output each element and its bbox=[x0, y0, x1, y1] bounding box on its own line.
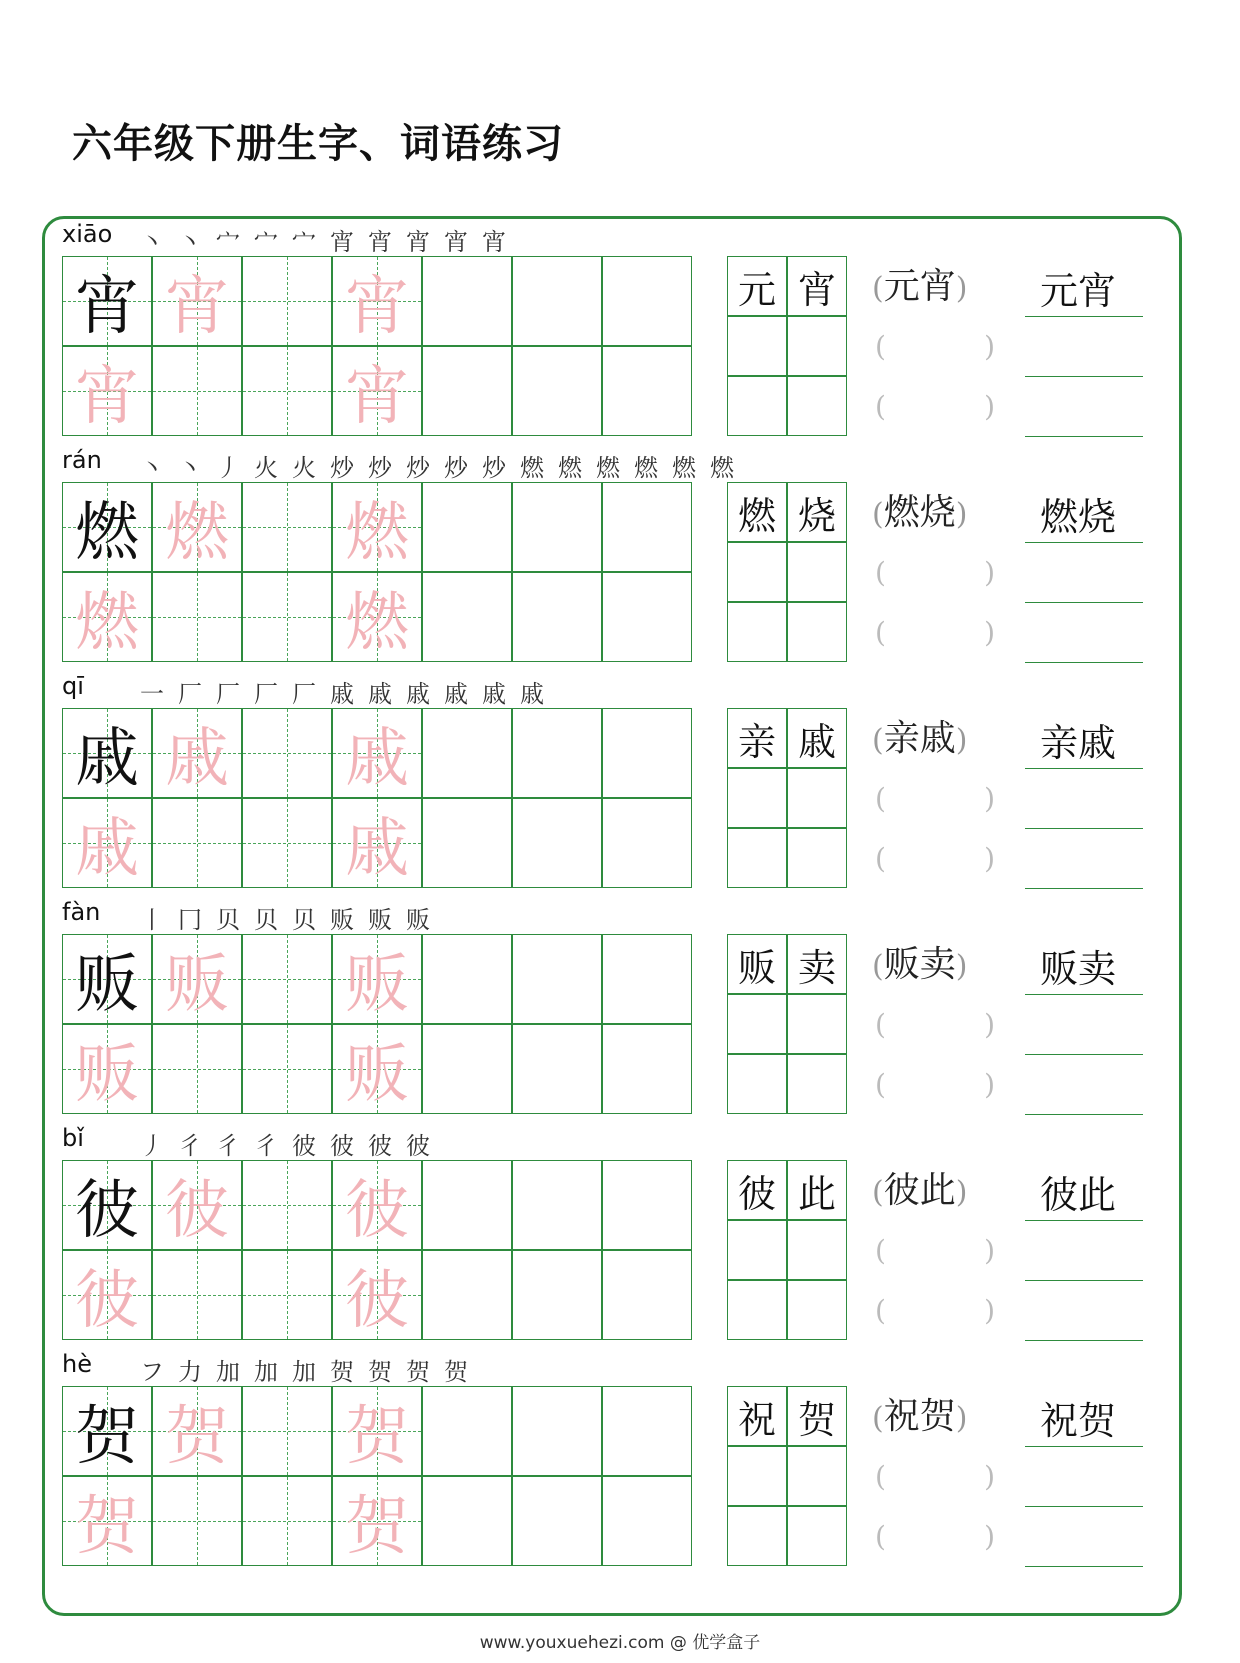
word-cell[interactable] bbox=[787, 1054, 847, 1114]
word-cell[interactable] bbox=[787, 828, 847, 888]
stroke-step: 彼 bbox=[330, 1132, 354, 1160]
writing-cell[interactable] bbox=[422, 346, 512, 436]
trace-char: 宵 bbox=[345, 360, 409, 434]
writing-cell[interactable] bbox=[62, 346, 152, 436]
word-cell[interactable] bbox=[727, 542, 787, 602]
word-cell[interactable] bbox=[787, 1506, 847, 1566]
writing-cell[interactable] bbox=[422, 1386, 512, 1476]
word-cell[interactable] bbox=[787, 602, 847, 662]
word-cell[interactable]: 元 bbox=[727, 256, 787, 316]
stroke-step: 彳 bbox=[254, 1132, 278, 1160]
stroke-step: 丨 bbox=[140, 906, 164, 934]
trace-char: 贩 bbox=[345, 948, 409, 1022]
model-char: 戚 bbox=[75, 722, 139, 796]
writing-cell[interactable] bbox=[152, 1160, 242, 1250]
trace-char: 彼 bbox=[345, 1264, 409, 1338]
empty-parens[interactable]: ( ) bbox=[875, 1234, 995, 1267]
writing-cell[interactable] bbox=[62, 1024, 152, 1114]
word-cell[interactable] bbox=[787, 376, 847, 436]
write-line[interactable] bbox=[1025, 542, 1143, 543]
stroke-step: 炒 bbox=[330, 454, 354, 482]
writing-cell[interactable] bbox=[512, 1476, 602, 1566]
writing-cell[interactable] bbox=[242, 1024, 332, 1114]
stroke-step: 宀 bbox=[292, 228, 316, 256]
writing-cell[interactable] bbox=[62, 1476, 152, 1566]
writing-cell[interactable] bbox=[242, 482, 332, 572]
writing-cell[interactable] bbox=[332, 256, 422, 346]
write-line[interactable] bbox=[1025, 768, 1143, 769]
model-char: 燃 bbox=[75, 496, 139, 570]
word-text: 贩卖 bbox=[883, 944, 956, 985]
stroke-step: 厂 bbox=[178, 680, 202, 708]
empty-parens[interactable]: ( ) bbox=[875, 1460, 995, 1493]
writing-cell[interactable] bbox=[242, 256, 332, 346]
word-cell[interactable] bbox=[727, 1506, 787, 1566]
trace-char: 燃 bbox=[165, 496, 229, 570]
writing-cell[interactable] bbox=[512, 798, 602, 888]
stroke-step: 宵 bbox=[330, 228, 354, 256]
word-cell[interactable]: 烧 bbox=[787, 482, 847, 542]
trace-char: 彼 bbox=[345, 1174, 409, 1248]
writing-cell[interactable] bbox=[242, 798, 332, 888]
word-cell[interactable]: 彼 bbox=[727, 1160, 787, 1220]
word-cell[interactable]: 祝 bbox=[727, 1386, 787, 1446]
word-cell[interactable]: 宵 bbox=[787, 256, 847, 316]
writing-cell[interactable] bbox=[332, 708, 422, 798]
writing-cell[interactable] bbox=[332, 572, 422, 662]
stroke-step: 贺 bbox=[444, 1358, 468, 1386]
write-line[interactable] bbox=[1025, 602, 1143, 603]
writing-cell[interactable] bbox=[152, 934, 242, 1024]
char-section-5 bbox=[0, 1124, 1240, 1350]
write-line[interactable] bbox=[1025, 1566, 1143, 1567]
writing-cell[interactable] bbox=[602, 1250, 692, 1340]
empty-parens[interactable]: ( ) bbox=[875, 1008, 995, 1041]
stroke-step: 丶 bbox=[140, 228, 164, 256]
word-cell[interactable]: 贩 bbox=[727, 934, 787, 994]
stroke-step: 宵 bbox=[406, 228, 430, 256]
stroke-step: 冂 bbox=[178, 906, 202, 934]
stroke-step: 加 bbox=[216, 1358, 240, 1386]
pinyin-label: bǐ bbox=[62, 1124, 84, 1152]
trace-char: 贺 bbox=[345, 1400, 409, 1474]
char-section-1 bbox=[0, 220, 1240, 446]
stroke-step: 力 bbox=[178, 1358, 202, 1386]
writing-cell[interactable] bbox=[332, 1160, 422, 1250]
stroke-step: 丿 bbox=[140, 1132, 164, 1160]
word-in-parens: (彼此) bbox=[872, 1170, 968, 1211]
write-line[interactable] bbox=[1025, 1280, 1143, 1281]
model-char: 贩 bbox=[75, 948, 139, 1022]
writing-cell[interactable] bbox=[422, 572, 512, 662]
word-cell[interactable] bbox=[787, 1220, 847, 1280]
word-on-line: 彼此 bbox=[1040, 1173, 1117, 1217]
writing-cell[interactable] bbox=[152, 1476, 242, 1566]
word-cell[interactable] bbox=[727, 828, 787, 888]
writing-cell[interactable] bbox=[422, 256, 512, 346]
writing-cell[interactable] bbox=[152, 482, 242, 572]
char-section-6 bbox=[0, 1350, 1240, 1576]
word-cell[interactable] bbox=[787, 316, 847, 376]
writing-cell[interactable] bbox=[422, 1476, 512, 1566]
stroke-step: 贩 bbox=[368, 906, 392, 934]
writing-cell[interactable] bbox=[242, 346, 332, 436]
write-line[interactable] bbox=[1025, 828, 1143, 829]
stroke-step: 贺 bbox=[406, 1358, 430, 1386]
stroke-step: 戚 bbox=[368, 680, 392, 708]
empty-parens[interactable]: ( ) bbox=[875, 390, 995, 423]
model-char: 宵 bbox=[75, 270, 139, 344]
writing-cell[interactable] bbox=[332, 798, 422, 888]
word-text: 彼此 bbox=[883, 1170, 956, 1211]
stroke-step: 贺 bbox=[330, 1358, 354, 1386]
writing-cell[interactable] bbox=[602, 256, 692, 346]
write-line[interactable] bbox=[1025, 316, 1143, 317]
stroke-step: 戚 bbox=[520, 680, 544, 708]
trace-char: 戚 bbox=[165, 722, 229, 796]
stroke-step: 彼 bbox=[368, 1132, 392, 1160]
writing-cell[interactable] bbox=[602, 934, 692, 1024]
writing-cell[interactable] bbox=[512, 934, 602, 1024]
stroke-step: 加 bbox=[254, 1358, 278, 1386]
word-in-parens: (元宵) bbox=[872, 266, 968, 307]
trace-char: 彼 bbox=[165, 1174, 229, 1248]
writing-cell[interactable] bbox=[602, 798, 692, 888]
writing-cell[interactable] bbox=[332, 1250, 422, 1340]
word-on-line: 贩卖 bbox=[1040, 947, 1117, 991]
pinyin-label: qī bbox=[62, 672, 84, 700]
write-line[interactable] bbox=[1025, 436, 1143, 437]
trace-char: 宵 bbox=[165, 270, 229, 344]
writing-cell[interactable] bbox=[422, 1160, 512, 1250]
trace-char: 戚 bbox=[345, 812, 409, 886]
writing-cell[interactable] bbox=[422, 798, 512, 888]
word-cell[interactable] bbox=[727, 768, 787, 828]
word-cell[interactable]: 戚 bbox=[787, 708, 847, 768]
stroke-step: 贝 bbox=[216, 906, 240, 934]
writing-cell[interactable] bbox=[512, 1024, 602, 1114]
stroke-step: 厂 bbox=[254, 680, 278, 708]
writing-cell[interactable] bbox=[332, 934, 422, 1024]
writing-cell[interactable] bbox=[512, 708, 602, 798]
stroke-step: 燃 bbox=[634, 454, 658, 482]
trace-char: 贺 bbox=[165, 1400, 229, 1474]
word-in-parens: (贩卖) bbox=[872, 944, 968, 985]
stroke-step: 炒 bbox=[406, 454, 430, 482]
trace-char: 燃 bbox=[345, 496, 409, 570]
write-line[interactable] bbox=[1025, 888, 1143, 889]
stroke-step: 厂 bbox=[216, 680, 240, 708]
stroke-order bbox=[140, 1352, 474, 1387]
stroke-order bbox=[140, 674, 550, 709]
stroke-step: 宀 bbox=[254, 228, 278, 256]
writing-cell[interactable] bbox=[242, 1476, 332, 1566]
empty-parens[interactable]: ( ) bbox=[875, 1520, 995, 1553]
word-cell[interactable] bbox=[787, 1446, 847, 1506]
model-char: 彼 bbox=[75, 1174, 139, 1248]
pinyin-label: xiāo bbox=[62, 220, 113, 248]
trace-char: 宵 bbox=[345, 270, 409, 344]
stroke-step: 火 bbox=[254, 454, 278, 482]
stroke-step: 燃 bbox=[596, 454, 620, 482]
trace-char: 贺 bbox=[345, 1490, 409, 1564]
stroke-step: 厂 bbox=[292, 680, 316, 708]
trace-char: 贩 bbox=[165, 948, 229, 1022]
stroke-step: 贝 bbox=[292, 906, 316, 934]
word-cell[interactable]: 此 bbox=[787, 1160, 847, 1220]
word-on-line: 燃烧 bbox=[1040, 495, 1117, 539]
writing-cell[interactable] bbox=[242, 1386, 332, 1476]
stroke-step: 燃 bbox=[520, 454, 544, 482]
writing-cell[interactable] bbox=[422, 708, 512, 798]
word-cell[interactable] bbox=[727, 376, 787, 436]
writing-cell[interactable] bbox=[332, 1386, 422, 1476]
word-cell[interactable] bbox=[727, 994, 787, 1054]
word-cell[interactable] bbox=[727, 1220, 787, 1280]
word-cell[interactable]: 燃 bbox=[727, 482, 787, 542]
writing-cell[interactable] bbox=[152, 1024, 242, 1114]
char-section-4 bbox=[0, 898, 1240, 1124]
pinyin-label: hè bbox=[62, 1350, 92, 1378]
stroke-order bbox=[140, 222, 512, 257]
stroke-step: 丿 bbox=[216, 454, 240, 482]
trace-char: 贩 bbox=[345, 1038, 409, 1112]
writing-cell[interactable] bbox=[242, 1250, 332, 1340]
stroke-step: 丶 bbox=[178, 454, 202, 482]
writing-cell[interactable] bbox=[512, 256, 602, 346]
stroke-step: 宵 bbox=[444, 228, 468, 256]
writing-cell[interactable] bbox=[512, 1386, 602, 1476]
stroke-step: 贝 bbox=[254, 906, 278, 934]
word-text: 亲戚 bbox=[883, 718, 956, 759]
word-cell[interactable] bbox=[727, 1280, 787, 1340]
empty-parens[interactable]: ( ) bbox=[875, 1068, 995, 1101]
writing-cell[interactable] bbox=[242, 1160, 332, 1250]
word-cell[interactable] bbox=[727, 1054, 787, 1114]
stroke-order bbox=[140, 1126, 436, 1161]
trace-char: 宵 bbox=[75, 360, 139, 434]
writing-cell[interactable] bbox=[62, 1386, 152, 1476]
stroke-step: 燃 bbox=[672, 454, 696, 482]
trace-char: 戚 bbox=[345, 722, 409, 796]
stroke-step: 戚 bbox=[330, 680, 354, 708]
stroke-step: 戚 bbox=[406, 680, 430, 708]
writing-cell[interactable] bbox=[602, 482, 692, 572]
stroke-step: 贩 bbox=[330, 906, 354, 934]
word-cell[interactable] bbox=[787, 1280, 847, 1340]
writing-cell[interactable] bbox=[422, 1250, 512, 1340]
writing-cell[interactable] bbox=[602, 708, 692, 798]
trace-char: 贺 bbox=[75, 1490, 139, 1564]
stroke-step: 炒 bbox=[482, 454, 506, 482]
empty-parens[interactable]: ( ) bbox=[875, 782, 995, 815]
stroke-step: 燃 bbox=[558, 454, 582, 482]
stroke-step: 丶 bbox=[140, 454, 164, 482]
stroke-step: 火 bbox=[292, 454, 316, 482]
write-line[interactable] bbox=[1025, 662, 1143, 663]
word-in-parens: (祝贺) bbox=[872, 1396, 968, 1437]
writing-cell[interactable] bbox=[602, 346, 692, 436]
writing-cell[interactable] bbox=[512, 1250, 602, 1340]
word-text: 祝贺 bbox=[883, 1396, 956, 1437]
trace-char: 戚 bbox=[75, 812, 139, 886]
write-line[interactable] bbox=[1025, 1446, 1143, 1447]
writing-cell[interactable] bbox=[242, 708, 332, 798]
word-cell[interactable] bbox=[787, 542, 847, 602]
writing-cell[interactable] bbox=[512, 1160, 602, 1250]
word-text: 燃烧 bbox=[883, 492, 956, 533]
writing-cell[interactable] bbox=[332, 346, 422, 436]
writing-cell[interactable] bbox=[422, 1024, 512, 1114]
writing-cell[interactable] bbox=[62, 934, 152, 1024]
stroke-step: 丶 bbox=[178, 228, 202, 256]
writing-cell[interactable] bbox=[62, 1250, 152, 1340]
write-line[interactable] bbox=[1025, 994, 1143, 995]
writing-cell[interactable] bbox=[332, 482, 422, 572]
writing-cell[interactable] bbox=[422, 934, 512, 1024]
writing-cell[interactable] bbox=[152, 256, 242, 346]
stroke-order bbox=[140, 448, 740, 483]
pinyin-label: rán bbox=[62, 446, 102, 474]
write-line[interactable] bbox=[1025, 1506, 1143, 1507]
write-line[interactable] bbox=[1025, 1114, 1143, 1115]
stroke-step: 加 bbox=[292, 1358, 316, 1386]
word-in-parens: (燃烧) bbox=[872, 492, 968, 533]
writing-cell[interactable] bbox=[242, 934, 332, 1024]
trace-char: 彼 bbox=[75, 1264, 139, 1338]
writing-cell[interactable] bbox=[62, 572, 152, 662]
writing-cell[interactable] bbox=[152, 1386, 242, 1476]
writing-cell[interactable] bbox=[512, 482, 602, 572]
char-section-3 bbox=[0, 672, 1240, 898]
stroke-step: 炒 bbox=[444, 454, 468, 482]
empty-parens[interactable]: ( ) bbox=[875, 616, 995, 649]
writing-cell[interactable] bbox=[422, 482, 512, 572]
empty-parens[interactable]: ( ) bbox=[875, 330, 995, 363]
writing-cell[interactable] bbox=[332, 1476, 422, 1566]
writing-cell[interactable] bbox=[62, 256, 152, 346]
word-cell[interactable] bbox=[727, 1446, 787, 1506]
word-on-line: 元宵 bbox=[1040, 269, 1117, 313]
page-title: 六年级下册生字、词语练习 bbox=[72, 121, 564, 167]
word-cell[interactable] bbox=[787, 994, 847, 1054]
writing-cell[interactable] bbox=[242, 572, 332, 662]
empty-parens[interactable]: ( ) bbox=[875, 556, 995, 589]
trace-char: 燃 bbox=[345, 586, 409, 660]
footer-text: www.youxuehezi.com @ 优学盒子 bbox=[479, 1633, 761, 1653]
writing-cell[interactable] bbox=[602, 572, 692, 662]
writing-cell[interactable] bbox=[62, 1160, 152, 1250]
word-cell[interactable]: 卖 bbox=[787, 934, 847, 994]
writing-cell[interactable] bbox=[62, 482, 152, 572]
writing-cell[interactable] bbox=[152, 1250, 242, 1340]
word-cell[interactable]: 亲 bbox=[727, 708, 787, 768]
stroke-step: 彼 bbox=[406, 1132, 430, 1160]
stroke-step: 燃 bbox=[710, 454, 734, 482]
stroke-step: 彼 bbox=[292, 1132, 316, 1160]
writing-cell[interactable] bbox=[152, 708, 242, 798]
stroke-step: フ bbox=[140, 1358, 164, 1386]
empty-parens[interactable]: ( ) bbox=[875, 842, 995, 875]
model-char: 贺 bbox=[75, 1400, 139, 1474]
writing-cell[interactable] bbox=[62, 708, 152, 798]
writing-cell[interactable] bbox=[602, 1160, 692, 1250]
writing-cell[interactable] bbox=[152, 798, 242, 888]
writing-cell[interactable] bbox=[602, 1476, 692, 1566]
writing-cell[interactable] bbox=[512, 346, 602, 436]
trace-char: 燃 bbox=[75, 586, 139, 660]
stroke-step: 宀 bbox=[216, 228, 240, 256]
writing-cell[interactable] bbox=[602, 1386, 692, 1476]
empty-parens[interactable]: ( ) bbox=[875, 1294, 995, 1327]
stroke-step: 戚 bbox=[444, 680, 468, 708]
write-line[interactable] bbox=[1025, 376, 1143, 377]
writing-cell[interactable] bbox=[152, 572, 242, 662]
writing-cell[interactable] bbox=[512, 572, 602, 662]
write-line[interactable] bbox=[1025, 1340, 1143, 1341]
char-section-2 bbox=[0, 446, 1240, 672]
stroke-step: 宵 bbox=[482, 228, 506, 256]
stroke-step: 贺 bbox=[368, 1358, 392, 1386]
write-line[interactable] bbox=[1025, 1220, 1143, 1221]
writing-cell[interactable] bbox=[602, 1024, 692, 1114]
stroke-step: 彳 bbox=[216, 1132, 240, 1160]
stroke-step: 一 bbox=[140, 680, 164, 708]
writing-cell[interactable] bbox=[152, 346, 242, 436]
stroke-step: 戚 bbox=[482, 680, 506, 708]
word-cell[interactable]: 贺 bbox=[787, 1386, 847, 1446]
pinyin-label: fàn bbox=[62, 898, 101, 926]
stroke-step: 宵 bbox=[368, 228, 392, 256]
word-cell[interactable] bbox=[727, 602, 787, 662]
write-line[interactable] bbox=[1025, 1054, 1143, 1055]
stroke-order bbox=[140, 900, 436, 935]
word-cell[interactable] bbox=[787, 768, 847, 828]
word-on-line: 亲戚 bbox=[1040, 721, 1117, 765]
stroke-step: 贩 bbox=[406, 906, 430, 934]
writing-cell[interactable] bbox=[62, 798, 152, 888]
word-text: 元宵 bbox=[883, 266, 956, 307]
word-cell[interactable] bbox=[727, 316, 787, 376]
stroke-step: 炒 bbox=[368, 454, 392, 482]
stroke-step: 彳 bbox=[178, 1132, 202, 1160]
trace-char: 贩 bbox=[75, 1038, 139, 1112]
word-in-parens: (亲戚) bbox=[872, 718, 968, 759]
writing-cell[interactable] bbox=[332, 1024, 422, 1114]
word-on-line: 祝贺 bbox=[1040, 1399, 1117, 1443]
